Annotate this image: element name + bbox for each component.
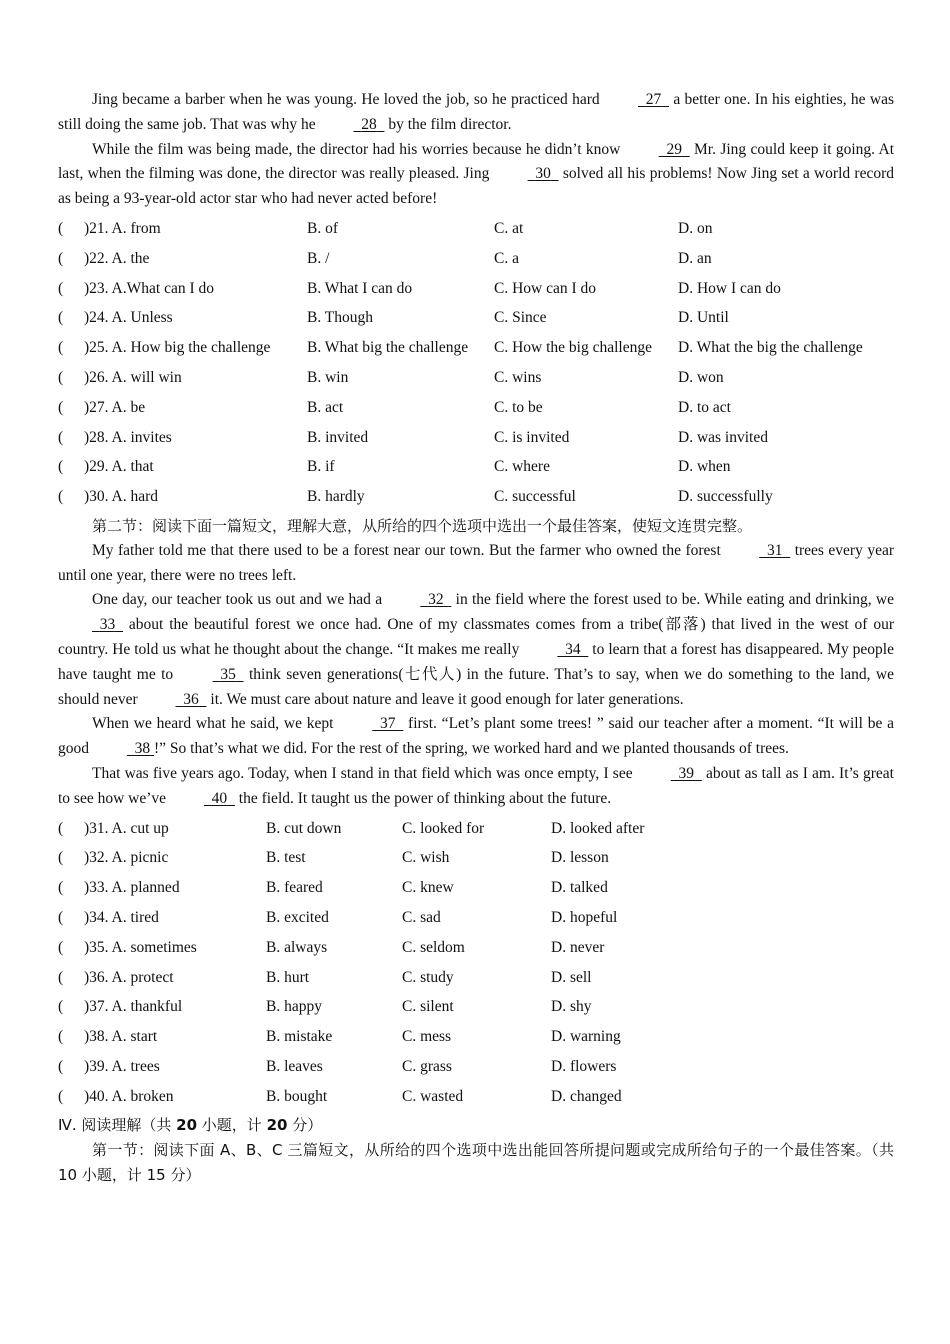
option-row-29 [58, 452, 894, 482]
option-b: B. Though [307, 309, 374, 327]
option-d: D. How I can do [678, 279, 781, 297]
text-segment: Jing became a barber when he was young. He loved the job, so he practiced hard [92, 91, 604, 108]
option-d: D. on [678, 219, 713, 237]
passage1-paragraph-1 [58, 88, 894, 138]
option-c: C. sad [402, 908, 441, 926]
blank-39: 39 [678, 764, 695, 782]
answer-paren: ( [58, 879, 64, 897]
passage2-paragraph-2: One day, our teacher took us out and we had a 32 in the field where the forest used to be. While eating and drinking, we 33 about the beautiful forest we once had. One of my classmates comes from a tribe(部落) that lived in the west of our country. He told us what he thought about the change. “It makes me really 34 to learn that a forest has disappeared. My people have taught me to 35 think seven generations(七代人) in the future. That’s to say, when we do something to the land, we should never 36 it. We must care about nature and leave it good enough for later generations. [58, 588, 894, 712]
option-row-25 [58, 333, 894, 363]
answer-paren: ( [58, 279, 64, 297]
option-b: B. test [266, 849, 306, 867]
option-row-34 [58, 903, 894, 933]
option-b: B. if [307, 458, 335, 476]
option-a: )31. A. cut up [84, 819, 169, 837]
option-a: )28. A. invites [84, 428, 172, 446]
option-b: B. always [266, 938, 328, 956]
option-c: C. a [494, 249, 519, 267]
blank-37: 37 [380, 715, 396, 733]
text-segment: Mr. Jing could keep it going. At last, when the filming was done, the director was really pleased. Jing [58, 140, 895, 183]
option-row-24 [58, 303, 894, 333]
option-a: )38. A. start [84, 1028, 158, 1046]
option-c: C. looked for [402, 819, 485, 837]
answer-paren: ( [58, 1057, 64, 1075]
blank-35: 35 [220, 665, 236, 683]
option-c: C. mess [402, 1028, 452, 1046]
answer-paren: ( [58, 998, 64, 1016]
option-d: D. lesson [551, 849, 609, 867]
blank-30: 30 [535, 165, 551, 183]
blank-28: 28 [361, 115, 377, 133]
option-d: D. looked after [551, 819, 645, 837]
option-b: B. of [307, 219, 338, 237]
answer-paren: ( [58, 309, 64, 327]
option-c: C. knew [402, 879, 454, 897]
option-d: D. Until [678, 309, 729, 327]
option-d: D. never [551, 938, 605, 956]
option-a: )36. A. protect [84, 968, 174, 986]
option-a: )35. A. sometimes [84, 938, 197, 956]
option-row-39 [58, 1052, 894, 1082]
option-row-36 [58, 963, 894, 993]
option-c: C. to be [494, 398, 543, 416]
option-a: )23. A.What can I do [84, 279, 214, 297]
answer-paren: ( [58, 339, 64, 357]
option-a: )21. A. from [84, 219, 161, 237]
option-a: )27. A. be [84, 398, 146, 416]
option-c: C. successful [494, 488, 576, 506]
passage1-paragraph-2 [58, 138, 894, 212]
option-row-38 [58, 1022, 894, 1052]
answer-paren: ( [58, 908, 64, 926]
answer-paren: ( [58, 428, 64, 446]
option-b: B. leaves [266, 1057, 323, 1075]
blank-36: 36 [183, 690, 199, 708]
option-row-26 [58, 363, 894, 393]
answer-paren: ( [58, 968, 64, 986]
option-b: B. / [307, 249, 330, 267]
option-d: D. shy [551, 998, 592, 1016]
option-row-33 [58, 873, 894, 903]
blank-33: 33 [99, 616, 116, 634]
answer-paren: ( [58, 819, 64, 837]
answer-paren: ( [58, 219, 64, 237]
option-b: B. What I can do [307, 279, 413, 297]
option-b: B. mistake [266, 1028, 333, 1046]
option-c: C. at [494, 219, 524, 237]
text-segment: While the film was being made, the director had his worries because he didn’t know [92, 140, 625, 158]
option-d: D. warning [551, 1028, 621, 1046]
option-c: C. silent [402, 998, 454, 1016]
passage2-paragraph-1: My father told me that there used to be a forest near our town. But the farmer who owned the forest 31 trees every year until one year, there were no trees left. [58, 539, 894, 589]
option-d: D. talked [551, 879, 608, 897]
option-row-22 [58, 244, 894, 274]
option-b: B. invited [307, 428, 369, 446]
text-segment: solved all his problems! Now Jing set a world record as being a 93-year-old actor star who had never acted before! [58, 165, 894, 208]
option-a: )22. A. the [84, 249, 150, 267]
option-a: )29. A. that [84, 458, 154, 476]
option-b: B. What big the challenge [307, 339, 469, 357]
blank-40: 40 [211, 789, 228, 807]
blank-27: 27 [645, 91, 662, 108]
option-c: C. is invited [494, 428, 570, 446]
option-a: )32. A. picnic [84, 849, 169, 867]
option-c: C. wasted [402, 1087, 464, 1105]
option-a: )24. A. Unless [84, 309, 173, 327]
passage2-options [58, 814, 894, 1112]
option-d: D. sell [551, 968, 592, 986]
passage2-paragraph-4: That was five years ago. Today, when I stand in that field which was once empty, I see 39 about as tall as I am. It’s great to see how we’ve 40 the field. It taught us the power of thinking about the future. [58, 762, 894, 812]
option-d: D. successfully [678, 488, 773, 506]
option-row-21 [58, 214, 894, 244]
passage1-options [58, 214, 894, 512]
option-c: C. where [494, 458, 550, 476]
answer-paren: ( [58, 1028, 64, 1046]
answer-paren: ( [58, 1087, 64, 1105]
section2-instruction: 第二节：阅读下面一篇短文，理解大意，从所给的四个选项中选出一个最佳答案，使短文连贯完整。 [92, 516, 753, 535]
option-d: D. was invited [678, 428, 768, 446]
option-d: D. when [678, 458, 731, 476]
answer-paren: ( [58, 488, 64, 506]
option-a: )37. A. thankful [84, 998, 183, 1016]
option-row-31 [58, 814, 894, 844]
option-d: D. changed [551, 1087, 622, 1105]
option-a: )30. A. hard [84, 488, 159, 506]
section4-instruction: 第一节：阅读下面 A、B、C 三篇短文，从所给的四个选项中选出能回答所提问题或完成所给句子的一个最佳答案。（共 10 小题，计 15 分） [58, 1141, 894, 1185]
answer-paren: ( [58, 849, 64, 867]
option-row-30 [58, 482, 894, 512]
option-d: D. flowers [551, 1057, 617, 1075]
option-b: B. bought [266, 1087, 328, 1105]
option-b: B. hardly [307, 488, 365, 506]
option-row-28 [58, 423, 894, 453]
option-row-35 [58, 933, 894, 963]
answer-paren: ( [58, 368, 64, 386]
option-c: C. wins [494, 368, 542, 386]
exam-page [58, 88, 894, 1188]
option-b: B. hurt [266, 968, 310, 986]
blank-29: 29 [666, 140, 682, 158]
option-row-27 [58, 393, 894, 423]
option-row-32 [58, 843, 894, 873]
blank-32: 32 [428, 591, 444, 609]
answer-paren: ( [58, 398, 64, 416]
option-b: B. excited [266, 908, 329, 926]
option-c: C. study [402, 968, 454, 986]
answer-paren: ( [58, 249, 64, 267]
option-b: B. feared [266, 879, 323, 897]
option-row-37 [58, 992, 894, 1022]
option-c: C. grass [402, 1057, 452, 1075]
answer-paren: ( [58, 458, 64, 476]
blank-38: 38 [134, 740, 151, 758]
option-a: )39. A. trees [84, 1057, 160, 1075]
option-c: C. wish [402, 849, 450, 867]
option-a: )34. A. tired [84, 908, 159, 926]
option-c: C. How can I do [494, 279, 597, 297]
text-segment: by the film director. [384, 115, 512, 133]
option-row-40 [58, 1082, 894, 1112]
option-d: D. an [678, 249, 712, 267]
option-a: )40. A. broken [84, 1087, 174, 1105]
option-c: C. Since [494, 309, 547, 327]
text-segment: a better one. In his eighties, he was still doing the same job. That was why he [58, 91, 894, 133]
option-b: B. happy [266, 998, 322, 1016]
blank-34: 34 [565, 640, 581, 658]
option-d: D. to act [678, 398, 731, 416]
option-d: D. What the big the challenge [678, 339, 863, 357]
option-a: )33. A. planned [84, 879, 180, 897]
option-d: D. hopeful [551, 908, 618, 926]
option-a: )26. A. will win [84, 368, 182, 386]
option-b: B. act [307, 398, 344, 416]
passage2-paragraph-3: When we heard what he said, we kept 37 first. “Let’s plant some trees! ” said our teacher after a moment. “It will be a good 38 !” So that’s what we did. For the rest of the spring, we worked hard and we planted thousands of trees. [58, 712, 894, 762]
option-d: D. won [678, 368, 724, 386]
option-b: B. cut down [266, 819, 342, 837]
option-row-23 [58, 274, 894, 304]
option-a: )25. A. How big the challenge [84, 339, 271, 357]
blank-31: 31 [766, 541, 783, 559]
section4-heading: Ⅳ. 阅读理解（共 20 小题，计 20 分） [58, 1116, 323, 1135]
option-c: C. seldom [402, 938, 465, 956]
answer-paren: ( [58, 938, 64, 956]
option-b: B. win [307, 368, 349, 386]
option-c: C. How the big challenge [494, 339, 652, 357]
